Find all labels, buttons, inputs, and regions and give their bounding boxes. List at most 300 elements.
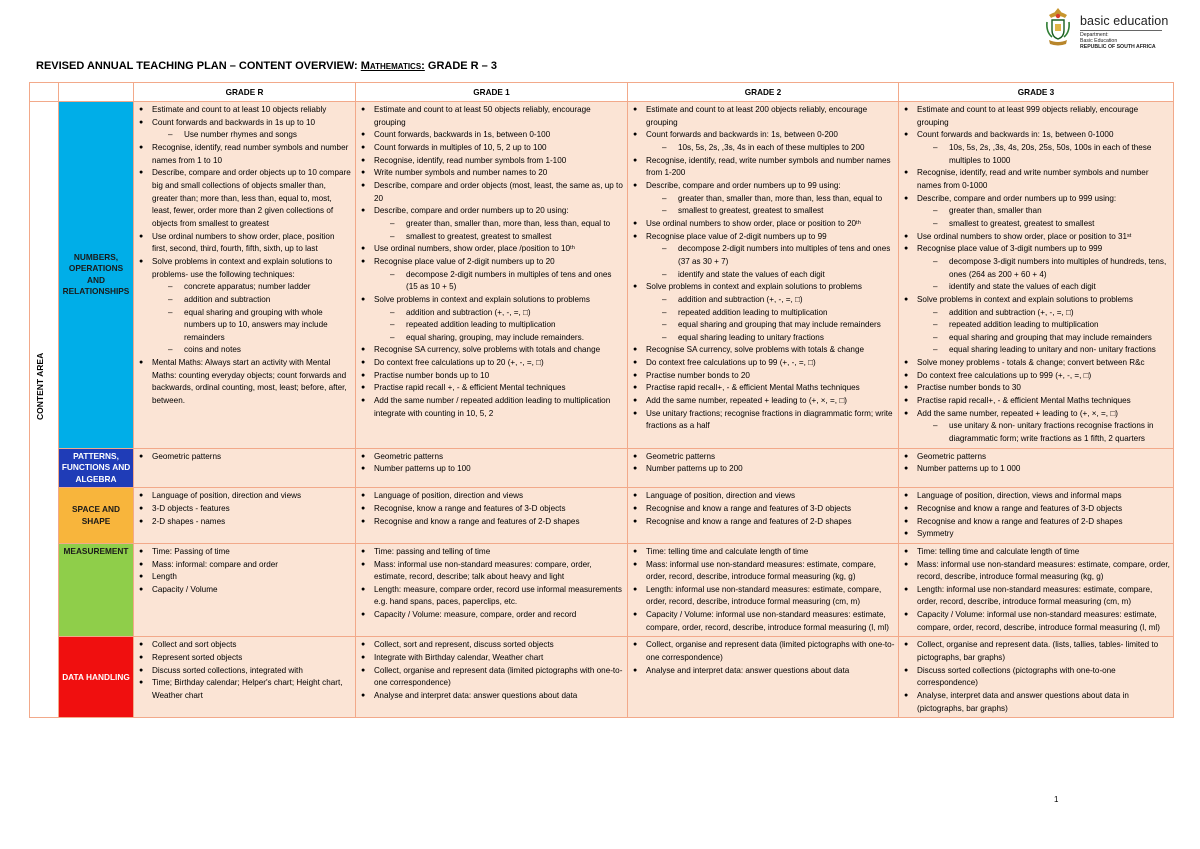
list-item-text: Do context free calculations up to 99 (+, -, =, □) (646, 358, 816, 368)
list-item-text: Time: telling time and calculate length of time (917, 546, 1080, 556)
list-item (631, 451, 895, 464)
list-item-text: Collect and sort objects (152, 640, 237, 650)
list-item (137, 652, 352, 665)
header-grade-2: GRADE 2 (628, 83, 899, 102)
list-item-text: Language of position, direction and views (374, 491, 524, 501)
list-item (902, 609, 1170, 634)
list-item-text: Time: passing and telling of time (374, 546, 491, 556)
list-item (902, 463, 1170, 476)
content-list (359, 104, 624, 420)
list-item (359, 129, 624, 142)
list-item-text: Language of position, direction, views and informal maps (917, 491, 1122, 501)
list-item (359, 546, 624, 559)
list-item (359, 559, 624, 584)
list-item (902, 357, 1170, 370)
list-item-text: Number patterns up to 200 (646, 464, 743, 474)
sub-list (374, 218, 624, 243)
content-cell-grade-1 (356, 102, 628, 449)
sub-list (646, 294, 895, 345)
logo-line: Department: (1080, 32, 1109, 38)
list-item-text: Practise number bonds to 30 (917, 383, 1021, 393)
content-list (137, 451, 352, 464)
title-subject: Mathematics: (360, 60, 425, 72)
list-item (631, 129, 895, 154)
list-item (137, 167, 352, 230)
content-list (631, 546, 895, 635)
list-item-text: Recognise, identify, read number symbols from 1-100 (374, 155, 567, 165)
content-list (359, 451, 624, 476)
list-item (631, 180, 895, 218)
list-item (902, 546, 1170, 559)
list-item (359, 395, 624, 420)
list-item-text: Analyse and interpret data: answer questions about data (646, 665, 850, 675)
content-list (359, 490, 624, 528)
list-item (137, 677, 352, 702)
list-item (631, 546, 895, 559)
list-item-text: Geometric patterns (917, 451, 987, 461)
list-item-text: Geometric patterns (374, 451, 444, 461)
sub-list-item: – Use number rhymes and songs (152, 129, 352, 142)
content-cell-grade-3 (899, 637, 1174, 718)
list-item-text: Describe, compare and order numbers up to 20 using: (374, 206, 569, 216)
list-item-text: Count forwards and backwards in: 1s, between 0-200 (646, 130, 838, 140)
list-item-text: Collect, organise and represent data (limited pictographs with one-to-one correspondence) (646, 640, 895, 663)
list-item-text: Analyse, interpret data and answer questions about data in (pictographs, bar graphs) (917, 691, 1129, 713)
list-item (359, 652, 624, 665)
list-item (359, 382, 624, 395)
list-item-text: Recognise and know a range and features of 3-D objects (646, 503, 852, 513)
content-list (137, 639, 352, 702)
logo-country: REPUBLIC OF SOUTH AFRICA (1080, 43, 1156, 50)
content-cell-grade-r (134, 448, 356, 488)
list-item (902, 129, 1170, 167)
list-item-text: Describe, compare and order numbers up to 99 using: (646, 180, 841, 190)
list-item (137, 490, 352, 503)
list-item-text: Recognise, identify, read, write number symbols and number names from 1-200 (646, 155, 891, 178)
list-item (137, 256, 352, 357)
list-item-text: Describe, compare and order numbers up to 999 using: (917, 193, 1117, 203)
list-item (902, 231, 1170, 244)
content-cell-grade-3 (899, 102, 1174, 449)
list-item (137, 104, 352, 117)
list-item (137, 546, 352, 559)
sub-list (152, 129, 352, 142)
header-grade-1: GRADE 1 (356, 83, 628, 102)
list-item-text: Recognise SA currency, solve problems with totals & change (646, 345, 864, 355)
sub-list-item: – equal sharing and grouping that may include remainders (646, 319, 895, 332)
list-item (137, 665, 352, 678)
content-cell-grade-2 (628, 448, 899, 488)
header-row (30, 83, 1174, 102)
list-item (631, 639, 895, 664)
list-item-text: Language of position, direction and views (646, 491, 796, 501)
content-list (902, 639, 1170, 715)
list-item-text: Capacity / Volume: measure, compare, order and record (374, 610, 577, 620)
list-item (359, 155, 624, 168)
content-cell-grade-3 (899, 543, 1174, 637)
list-item-text: Integrate with Birthday calendar, Weather chart (374, 653, 544, 663)
list-item (137, 571, 352, 584)
list-item-text: Language of position, direction and views (152, 491, 302, 501)
strand-label: SPACE AND SHAPE (59, 488, 134, 544)
list-item (902, 193, 1170, 231)
list-item (902, 104, 1170, 129)
list-item-text: Recognise and know a range and features of 3-D objects (917, 503, 1123, 513)
table-row (30, 102, 1174, 449)
list-item-text: Describe, compare and order objects (most, least, the same as, up to 20 (374, 180, 623, 203)
sub-list-item: – decompose 3-digit numbers into multiples of hundreds, tens, ones (264 as 200 + 60 + 4) (917, 256, 1170, 281)
list-item (902, 690, 1170, 715)
list-item (631, 155, 895, 180)
table-body (30, 102, 1174, 718)
list-item-text: Estimate and count to at least 50 objects reliably, encourage grouping (374, 105, 591, 127)
list-item (359, 503, 624, 516)
list-item (137, 559, 352, 572)
header-empty (30, 83, 59, 102)
strand-label: MEASUREMENT (59, 543, 134, 637)
sub-list-item: – equal sharing and grouping with whole numbers up to 10, answers may include remainders (152, 307, 352, 345)
list-item-text: Time: telling time and calculate length of time (646, 546, 809, 556)
logo-line (1080, 45, 1156, 51)
sub-list-item: – equal sharing, grouping, may include remainders. (374, 332, 624, 345)
list-item-text: Geometric patterns (152, 451, 222, 461)
sub-list (917, 307, 1170, 358)
list-item-text: Practise number bonds to 20 (646, 370, 750, 380)
list-item-text: Number patterns up to 1 000 (917, 464, 1021, 474)
list-item (631, 490, 895, 503)
list-item (359, 463, 624, 476)
list-item (631, 370, 895, 383)
document-title (36, 60, 497, 72)
list-item (137, 503, 352, 516)
strand-label: PATTERNS, FUNCTIONS AND ALGEBRA (59, 448, 134, 488)
content-cell-grade-3 (899, 488, 1174, 544)
list-item (902, 395, 1170, 408)
coat-of-arms-icon (1043, 6, 1073, 48)
sub-list-item: – repeated addition leading to multiplication (646, 307, 895, 320)
list-item-text: Use ordinal numbers, show order, place /position to 10ᵗʰ (374, 244, 575, 254)
list-item-text: Solve problems in context and explain solutions to problems (917, 294, 1133, 304)
list-item-text: Use ordinal numbers to show order, place or position to 20ᵗʰ (646, 218, 861, 228)
content-list (902, 490, 1170, 541)
list-item (359, 584, 624, 609)
list-item (137, 117, 352, 142)
content-list (137, 546, 352, 597)
content-list (631, 639, 895, 677)
content-list (902, 546, 1170, 635)
sub-list (917, 256, 1170, 294)
list-item-text: Count forwards and backwards in 1s up to 10 (152, 117, 316, 127)
logo-brand: basic education (1080, 14, 1169, 28)
list-item-text: Solve problems in context and explain solutions to problems (374, 294, 590, 304)
list-item-text: Do context free calculations up to 20 (+, -, =, □) (374, 358, 544, 368)
content-cell-grade-2 (628, 637, 899, 718)
content-list (359, 546, 624, 622)
list-item (631, 516, 895, 529)
list-item (137, 516, 352, 529)
table-row (30, 448, 1174, 488)
list-item-text: Analyse and interpret data: answer questions about data (374, 691, 578, 701)
list-item (137, 231, 352, 256)
list-item-text: Recognise and know a range and features of 2-D shapes (646, 516, 852, 526)
list-item (631, 584, 895, 609)
list-item-text: Collect, organise and represent data (limited pictographs with one-to-one correspondence) (374, 665, 623, 688)
list-item-text: Time: Passing of time (152, 546, 230, 556)
list-item (902, 408, 1170, 446)
list-item-text: Count forwards, backwards in 1s, between 0-100 (374, 130, 551, 140)
list-item-text: Recognise, identify, read number symbols and number names from 1 to 10 (152, 142, 349, 165)
content-overview-table (29, 82, 1174, 718)
list-item-text: Mass: informal use non-standard measures: estimate, compare, order, record, describe, introduce formal measuring (kg, g) (917, 559, 1170, 582)
content-list (631, 104, 895, 433)
list-item-text: Length: informal use non-standard measures: estimate, compare, order, record, describe, introduce formal measuring (cm, m) (646, 584, 882, 607)
list-item-text: Count forwards and backwards in: 1s, between 0-1000 (917, 130, 1114, 140)
sub-list-item: – smallest to greatest, greatest to smallest (646, 205, 895, 218)
page-number: 1 (1054, 795, 1059, 804)
list-item-text: Use ordinal numbers to show order, place or position to 31ˢᵗ (917, 231, 1132, 241)
sub-list (152, 281, 352, 357)
list-item-text: Do context free calculations up to 999 (+, -, =, □) (917, 370, 1092, 380)
content-list (902, 451, 1170, 476)
list-item-text: Recognise, know a range and features of 3-D objects (374, 503, 566, 513)
list-item (631, 408, 895, 433)
list-item (359, 142, 624, 155)
list-item-text: Geometric patterns (646, 451, 716, 461)
table-row (30, 543, 1174, 637)
list-item (631, 665, 895, 678)
content-cell-grade-1 (356, 637, 628, 718)
sub-list-item: – concrete apparatus; number ladder (152, 281, 352, 294)
content-cell-grade-1 (356, 543, 628, 637)
content-cell-grade-2 (628, 543, 899, 637)
list-item (902, 167, 1170, 192)
list-item (902, 382, 1170, 395)
list-item-text: Length: informal use non-standard measures: estimate, compare, order, record, describe, introduce formal measuring (cm, m) (917, 584, 1153, 607)
list-item (631, 395, 895, 408)
list-item (902, 490, 1170, 503)
list-item-text: Estimate and count to at least 200 objects reliably, encourage grouping (646, 105, 868, 127)
list-item-text: Recognise, identify, read and write number symbols and number names from 0-1000 (917, 168, 1149, 190)
list-item (137, 357, 352, 408)
dbe-logo (1043, 6, 1169, 50)
list-item (137, 584, 352, 597)
list-item-text: Recognise place value of 2-digit numbers up to 20 (374, 256, 555, 266)
list-item-text: Recognise and know a range and features of 2-D shapes (374, 516, 580, 526)
content-list (359, 639, 624, 702)
list-item (902, 528, 1170, 541)
content-list (631, 490, 895, 528)
list-item (631, 463, 895, 476)
list-item (902, 665, 1170, 690)
list-item-text: Time; Birthday calendar; Helper's chart; Height chart, Weather chart (152, 678, 343, 701)
list-item (359, 516, 624, 529)
list-item-text: Describe, compare and order objects up to 10 compare big and small collections of objects smaller than, greater than; more than, less than, equal to, most, least, fewer, order more than 2 given collections of objects from smallest to greatest (152, 168, 351, 228)
sub-list (917, 205, 1170, 230)
list-item-text: 3-D objects - features (152, 503, 230, 513)
content-list (137, 104, 352, 408)
content-cell-grade-r (134, 543, 356, 637)
sub-list-item: – use unitary & non- unitary fractions recognise fractions in diagrammatic form; write fractions as 1 fifth, 2 quarters (917, 420, 1170, 445)
logo-subtitle (1080, 33, 1156, 50)
list-item (902, 584, 1170, 609)
sub-list-item: – equal sharing leading to unitary and non- unitary fractions (917, 344, 1170, 357)
table-row (30, 488, 1174, 544)
list-item (359, 294, 624, 345)
sub-list-item: – repeated addition leading to multiplication (374, 319, 624, 332)
list-item-text: Recognise place value of 3-digit numbers up to 999 (917, 244, 1103, 254)
list-item (137, 451, 352, 464)
list-item-text: Practise rapid recall+, - & efficient Mental Maths techniques (646, 383, 860, 393)
content-cell-grade-r (134, 488, 356, 544)
list-item (359, 690, 624, 703)
list-item (359, 357, 624, 370)
list-item-text: Use ordinal numbers to show order, place, position first, second, third, fourth, fifth, sixth, up to last (152, 231, 335, 254)
list-item-text: Represent sorted objects (152, 653, 243, 663)
list-item-text: Add the same number / repeated addition leading to multiplication integrate with counting in 10, 5, 2 (374, 396, 611, 418)
list-item (359, 639, 624, 652)
sub-list-item: – 10s, 5s, 2s, ,3s, 4s in each of these multiples to 200 (646, 142, 895, 155)
list-item-text: Discuss sorted collections (pictographs with one-to-one correspondence) (917, 665, 1116, 688)
content-cell-grade-2 (628, 488, 899, 544)
list-item-text: Mass: informal use non-standard measures: compare, order, estimate, record, describe; talk about heavy and light (374, 559, 592, 582)
sub-list (374, 269, 624, 294)
list-item (359, 243, 624, 256)
list-item-text: Count forwards in multiples of 10, 5, 2 up to 100 (374, 142, 547, 152)
list-item-text: Mass: informal: compare and order (152, 559, 278, 569)
sub-list-item: – repeated addition leading to multiplication (917, 319, 1170, 332)
header-grade-r: GRADE R (134, 83, 356, 102)
logo-rule (1080, 30, 1162, 31)
sub-list-item: – addition and subtraction (152, 294, 352, 307)
table-row (30, 637, 1174, 718)
list-item (359, 609, 624, 622)
strand-label: NUMBERS, OPERATIONS AND RELATIONSHIPS (59, 102, 134, 449)
list-item (137, 142, 352, 167)
list-item-text: Capacity / Volume: informal use non-standard measures: estimate, compare, order, record, describe, introduce formal measuring (l, ml) (646, 610, 889, 632)
list-item-text: Estimate and count to at least 999 objects reliably, encourage grouping (917, 105, 1139, 127)
sub-list (917, 142, 1170, 167)
list-item (631, 357, 895, 370)
sub-list-item: – identify and state the values of each digit (917, 281, 1170, 294)
content-area-label-cell (30, 102, 59, 718)
content-cell-grade-r (134, 637, 356, 718)
list-item (631, 344, 895, 357)
list-item (359, 205, 624, 243)
list-item-text: Recognise place value of 2-digit numbers up to 99 (646, 231, 827, 241)
sub-list-item: – equal sharing and grouping that may include remainders (917, 332, 1170, 345)
list-item (359, 451, 624, 464)
list-item-text: Practise number bonds up to 10 (374, 370, 490, 380)
list-item-text: Discuss sorted collections, integrated with (152, 665, 303, 675)
logo-line: Basic Education (1080, 37, 1118, 44)
list-item-text: Solve problems in context and explain solutions to problems (646, 282, 862, 292)
sub-list (374, 307, 624, 345)
list-item-text: Number patterns up to 100 (374, 464, 471, 474)
list-item (902, 503, 1170, 516)
list-item-text: Length: measure, compare order, record use informal measurements e.g. hand spans, paces, paperclips, etc. (374, 584, 622, 607)
sub-list-item: – addition and subtraction (+, -, =, □) (374, 307, 624, 320)
sub-list-item: – addition and subtraction (+, -, =, □) (917, 307, 1170, 320)
content-list (631, 451, 895, 476)
content-cell-grade-2 (628, 102, 899, 449)
title-suffix: GRADE R – 3 (424, 60, 497, 72)
list-item (359, 167, 624, 180)
list-item-text: Mass: informal use non-standard measures: estimate, compare, order, record, describe, introduce formal measuring (kg, g) (646, 559, 876, 582)
sub-list-item: – 10s, 5s, 2s, ,3s, 4s, 20s, 25s, 50s, 100s in each of these multiples to 1000 (917, 142, 1170, 167)
list-item-text: Solve problems in context and explain solutions to problems- use the following techniques: (152, 256, 333, 279)
sub-list-item: – decompose 2-digit numbers into multiples of tens and ones (37 as 30 + 7) (646, 243, 895, 268)
list-item (359, 256, 624, 294)
content-cell-grade-1 (356, 488, 628, 544)
list-item (902, 451, 1170, 464)
list-item-text: Write number symbols and number names to 20 (374, 168, 548, 178)
list-item-text: Capacity / Volume (152, 584, 218, 594)
sub-list-item: – greater than, smaller than (917, 205, 1170, 218)
list-item-text: Practise rapid recall +, - & efficient Mental techniques (374, 383, 566, 393)
list-item (631, 281, 895, 344)
list-item (359, 490, 624, 503)
sub-list (646, 142, 895, 155)
list-item (631, 559, 895, 584)
list-item-text: Recognise and know a range and features of 2-D shapes (917, 516, 1123, 526)
list-item (902, 559, 1170, 584)
list-item (631, 382, 895, 395)
list-item-text: Length (152, 572, 177, 582)
list-item-text: 2-D shapes - names (152, 516, 226, 526)
list-item (631, 218, 895, 231)
sub-list-item: – smallest to greatest, greatest to smallest (374, 231, 624, 244)
sub-list (646, 243, 895, 281)
list-item (631, 104, 895, 129)
list-item-text: Use unitary fractions; recognise fractions in diagrammatic form; write fractions as a half (646, 408, 893, 431)
list-item-text: Add the same number, repeated + leading to (+, ×, =, □) (917, 408, 1118, 418)
list-item-text: Add the same number, repeated + leading to (+, ×, =, □) (646, 396, 847, 406)
list-item (902, 639, 1170, 664)
list-item (631, 231, 895, 282)
content-cell-grade-1 (356, 448, 628, 488)
sub-list-item: – greater than, smaller than, more than, less than, equal to (374, 218, 624, 231)
sub-list-item: – identify and state the values of each digit (646, 269, 895, 282)
list-item (359, 104, 624, 129)
list-item-text: Estimate and count to at least 10 objects reliably (152, 105, 327, 114)
list-item-text: Collect, sort and represent, discuss sorted objects (374, 640, 554, 650)
list-item (902, 243, 1170, 294)
list-item (359, 665, 624, 690)
sub-list-item: – decompose 2-digit numbers in multiples of tens and ones (15 as 10 + 5) (374, 269, 624, 294)
list-item (902, 370, 1170, 383)
list-item (631, 609, 895, 634)
list-item (359, 180, 624, 205)
header-empty (59, 83, 134, 102)
list-item-text: Solve money problems - totals & change; convert between R&c (917, 358, 1145, 368)
sub-list-item: – coins and notes (152, 344, 352, 357)
sub-list-item: – addition and subtraction (+, -, =, □) (646, 294, 895, 307)
title-prefix: REVISED ANNUAL TEACHING PLAN – CONTENT OVERVIEW: (36, 60, 361, 72)
sub-list-item: – smallest to greatest, greatest to smallest (917, 218, 1170, 231)
list-item-text: Practise rapid recall+, - & efficient Mental Maths techniques (917, 396, 1131, 406)
sub-list-item: – equal sharing leading to unitary fractions (646, 332, 895, 345)
list-item (359, 344, 624, 357)
content-list (902, 104, 1170, 446)
content-cell-grade-r (134, 102, 356, 449)
list-item-text: Recognise SA currency, solve problems with totals and change (374, 345, 601, 355)
list-item-text: Mental Maths: Always start an activity with Mental Maths: counting everyday objects; count forwards and backwards, ordinal counting, most, least; before, after, between. (152, 358, 347, 406)
list-item (902, 516, 1170, 529)
list-item (631, 503, 895, 516)
list-item (902, 294, 1170, 357)
sub-list-item: – greater than, smaller than, more than, less than, equal to (646, 193, 895, 206)
list-item (137, 639, 352, 652)
